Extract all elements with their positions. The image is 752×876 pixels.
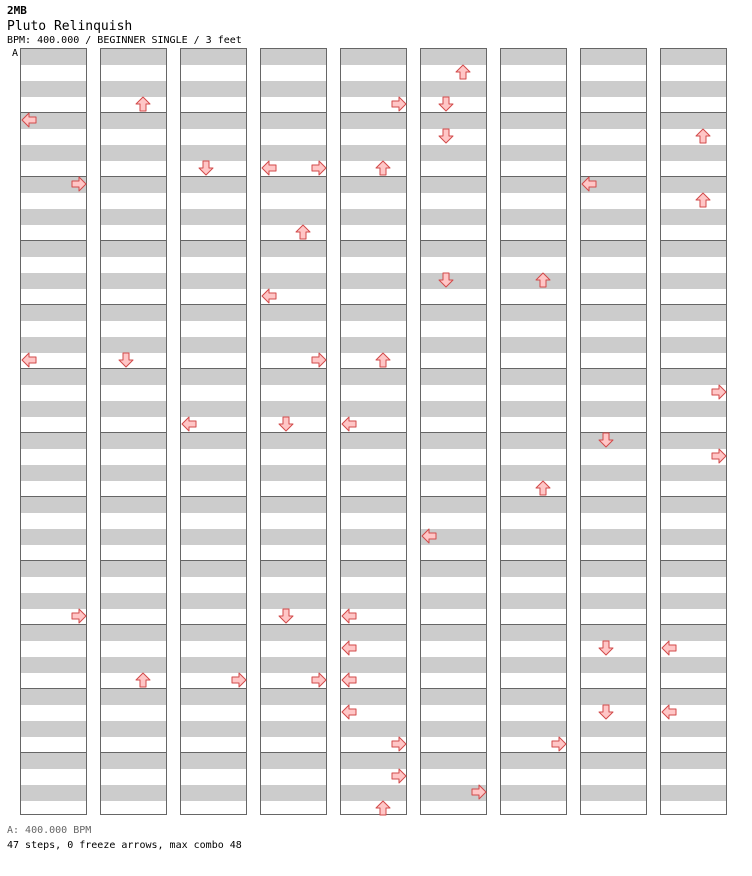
measure-line — [341, 688, 406, 689]
measure-line — [261, 496, 326, 497]
chart-info: BPM: 400.000 / BEGINNER SINGLE / 3 feet — [7, 35, 242, 46]
measure-line — [21, 560, 86, 561]
measure-line — [501, 304, 566, 305]
measure-line — [101, 112, 166, 113]
measure-line — [501, 240, 566, 241]
right-arrow-icon — [551, 736, 567, 752]
measure-line — [101, 496, 166, 497]
measure-line — [421, 432, 486, 433]
measure-line — [181, 496, 246, 497]
measure-line — [341, 560, 406, 561]
measure-line — [21, 496, 86, 497]
measure-line — [261, 560, 326, 561]
measure-line — [581, 368, 646, 369]
step-stats: 47 steps, 0 freeze arrows, max combo 48 — [7, 840, 242, 851]
measure-line — [341, 496, 406, 497]
up-arrow-icon — [455, 64, 471, 80]
measure-line — [581, 240, 646, 241]
chart-column-2 — [100, 48, 167, 815]
measure-line — [181, 624, 246, 625]
measure-line — [581, 112, 646, 113]
measure-line — [101, 304, 166, 305]
measure-line — [421, 688, 486, 689]
right-arrow-icon — [391, 768, 407, 784]
measure-line — [421, 368, 486, 369]
right-arrow-icon — [311, 352, 327, 368]
measure-line — [181, 304, 246, 305]
measure-line — [501, 688, 566, 689]
measure-line — [581, 560, 646, 561]
measure-line — [661, 176, 726, 177]
up-arrow-icon — [135, 96, 151, 112]
measure-line — [661, 560, 726, 561]
up-arrow-icon — [135, 672, 151, 688]
measure-line — [501, 368, 566, 369]
measure-line — [661, 432, 726, 433]
measure-line — [101, 176, 166, 177]
measure-line — [661, 112, 726, 113]
measure-line — [101, 688, 166, 689]
left-arrow-icon — [21, 352, 37, 368]
measure-line — [661, 304, 726, 305]
measure-line — [581, 752, 646, 753]
right-arrow-icon — [391, 96, 407, 112]
measure-line — [661, 752, 726, 753]
measure-line — [341, 752, 406, 753]
measure-line — [501, 560, 566, 561]
measure-line — [421, 176, 486, 177]
measure-line — [501, 112, 566, 113]
up-arrow-icon — [695, 192, 711, 208]
right-arrow-icon — [711, 384, 727, 400]
measure-line — [261, 752, 326, 753]
measure-line — [501, 496, 566, 497]
bpm-marker-label: A — [12, 48, 19, 59]
measure-line — [181, 752, 246, 753]
measure-line — [421, 624, 486, 625]
measure-line — [181, 240, 246, 241]
measure-line — [181, 560, 246, 561]
measure-line — [21, 624, 86, 625]
song-title: Pluto Relinquish — [7, 19, 133, 34]
measure-line — [421, 112, 486, 113]
measure-line — [261, 304, 326, 305]
measure-line — [501, 624, 566, 625]
measure-line — [101, 368, 166, 369]
measure-line — [421, 304, 486, 305]
measure-line — [661, 240, 726, 241]
down-arrow-icon — [438, 272, 454, 288]
down-arrow-icon — [598, 704, 614, 720]
measure-line — [341, 112, 406, 113]
measure-line — [21, 240, 86, 241]
up-arrow-icon — [375, 800, 391, 816]
measure-line — [181, 432, 246, 433]
measure-line — [101, 624, 166, 625]
measure-line — [261, 688, 326, 689]
measure-line — [341, 304, 406, 305]
down-arrow-icon — [118, 352, 134, 368]
right-arrow-icon — [311, 672, 327, 688]
right-arrow-icon — [71, 608, 87, 624]
down-arrow-icon — [198, 160, 214, 176]
right-arrow-icon — [71, 176, 87, 192]
left-arrow-icon — [341, 672, 357, 688]
measure-line — [101, 240, 166, 241]
left-arrow-icon — [421, 528, 437, 544]
up-arrow-icon — [535, 272, 551, 288]
up-arrow-icon — [295, 224, 311, 240]
measure-line — [181, 688, 246, 689]
bpm-legend: A: 400.000 BPM — [7, 825, 92, 836]
measure-line — [661, 624, 726, 625]
left-arrow-icon — [581, 176, 597, 192]
measure-line — [421, 496, 486, 497]
down-arrow-icon — [598, 432, 614, 448]
left-arrow-icon — [341, 704, 357, 720]
measure-line — [421, 560, 486, 561]
measure-line — [661, 688, 726, 689]
measure-line — [261, 176, 326, 177]
measure-line — [21, 368, 86, 369]
measure-line — [341, 240, 406, 241]
right-arrow-icon — [231, 672, 247, 688]
right-arrow-icon — [711, 448, 727, 464]
chart-column-1 — [20, 48, 87, 815]
down-arrow-icon — [438, 96, 454, 112]
measure-line — [21, 688, 86, 689]
up-arrow-icon — [375, 160, 391, 176]
up-arrow-icon — [535, 480, 551, 496]
measure-line — [501, 176, 566, 177]
down-arrow-icon — [278, 608, 294, 624]
measure-line — [21, 432, 86, 433]
measure-line — [341, 176, 406, 177]
measure-line — [421, 752, 486, 753]
measure-line — [261, 368, 326, 369]
measure-line — [261, 112, 326, 113]
measure-line — [501, 752, 566, 753]
measure-line — [661, 496, 726, 497]
measure-line — [101, 432, 166, 433]
left-arrow-icon — [661, 640, 677, 656]
left-arrow-icon — [261, 160, 277, 176]
left-arrow-icon — [341, 416, 357, 432]
measure-line — [501, 432, 566, 433]
down-arrow-icon — [278, 416, 294, 432]
measure-line — [581, 496, 646, 497]
site-name: 2MB — [7, 4, 27, 17]
measure-line — [101, 560, 166, 561]
measure-line — [581, 688, 646, 689]
left-arrow-icon — [661, 704, 677, 720]
measure-line — [101, 752, 166, 753]
measure-line — [261, 432, 326, 433]
measure-line — [181, 368, 246, 369]
up-arrow-icon — [695, 128, 711, 144]
measure-line — [341, 624, 406, 625]
measure-line — [21, 752, 86, 753]
measure-line — [261, 624, 326, 625]
right-arrow-icon — [471, 784, 487, 800]
measure-line — [341, 368, 406, 369]
left-arrow-icon — [181, 416, 197, 432]
measure-line — [661, 368, 726, 369]
right-arrow-icon — [311, 160, 327, 176]
measure-line — [21, 304, 86, 305]
chart-column-7 — [500, 48, 567, 815]
up-arrow-icon — [375, 352, 391, 368]
measure-line — [581, 304, 646, 305]
measure-line — [581, 624, 646, 625]
down-arrow-icon — [438, 128, 454, 144]
left-arrow-icon — [341, 640, 357, 656]
chart-column-9 — [660, 48, 727, 815]
measure-line — [261, 240, 326, 241]
left-arrow-icon — [261, 288, 277, 304]
chart-column-6 — [420, 48, 487, 815]
measure-line — [181, 112, 246, 113]
down-arrow-icon — [598, 640, 614, 656]
right-arrow-icon — [391, 736, 407, 752]
measure-line — [421, 240, 486, 241]
left-arrow-icon — [21, 112, 37, 128]
measure-line — [181, 176, 246, 177]
measure-line — [341, 432, 406, 433]
left-arrow-icon — [341, 608, 357, 624]
